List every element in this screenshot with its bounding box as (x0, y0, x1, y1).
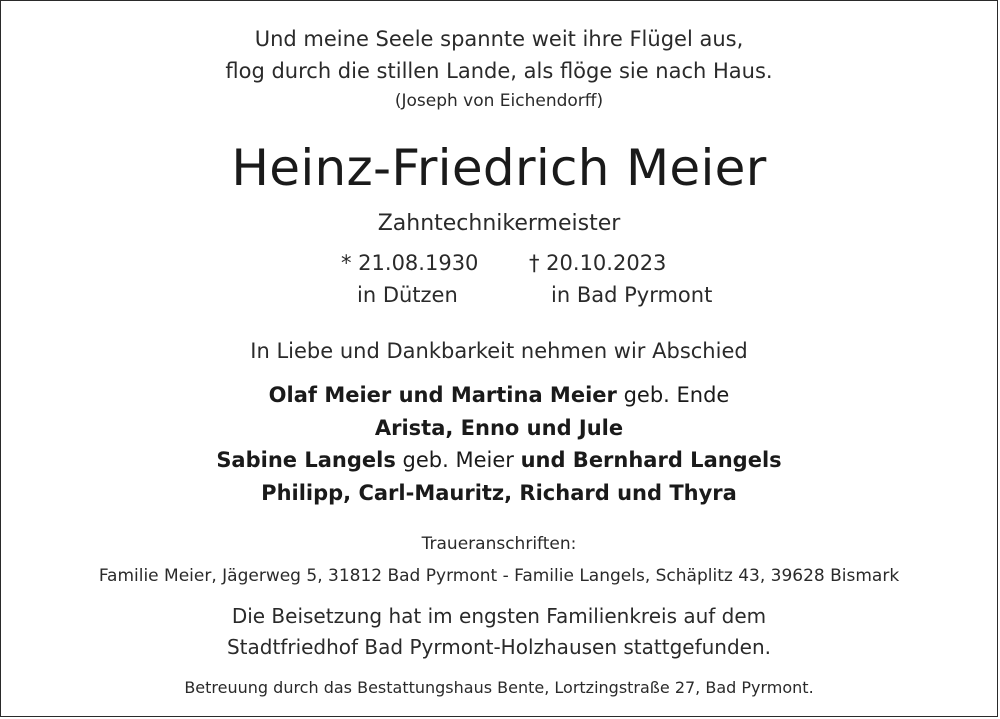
addresses-title: Traueranschriften: (421, 534, 577, 554)
death-date: † 20.10.2023 (529, 251, 667, 275)
maiden-name: geb. Ende (623, 383, 730, 407)
deceased-profession: Zahntechnikermeister (377, 211, 621, 236)
poem-line-2: flog durch die stillen Lande, als flöge sie nach Haus. (225, 59, 773, 83)
family-line-2: Arista, Enno und Jule (374, 416, 624, 440)
addresses-text: Familie Meier, Jägerweg 5, 31812 Bad Pyrmont - Familie Langels, Schäplitz 43, 39628 Bismark (98, 566, 900, 586)
burial-line-1: Die Beisetzung hat im engsten Familienkreis auf dem (231, 604, 767, 628)
poem-line-1: Und meine Seele spannte weit ihre Flügel aus, (254, 27, 744, 51)
funeral-home-note: Betreuung durch das Bestattungshaus Bente, Lortzingstraße 27, Bad Pyrmont. (184, 678, 814, 697)
family-line-4: Philipp, Carl-Mauritz, Richard und Thyra (261, 481, 737, 505)
family-line-1 (1, 383, 997, 407)
deceased-name: Heinz-Friedrich Meier (231, 139, 767, 197)
birth-place: in Dützen (357, 283, 458, 307)
family-names: Olaf Meier und Martina Meier (268, 383, 617, 407)
family-names: und Bernhard Langels (520, 448, 782, 472)
birth-date: * 21.08.1930 (341, 251, 479, 275)
family-line-3 (1, 448, 997, 472)
burial-line-2: Stadtfriedhof Bad Pyrmont-Holzhausen stattgefunden. (226, 635, 772, 659)
farewell-text: In Liebe und Dankbarkeit nehmen wir Abschied (250, 339, 748, 363)
family-names: Sabine Langels (216, 448, 396, 472)
poem-author: (Joseph von Eichendorff) (394, 91, 604, 111)
death-place: in Bad Pyrmont (551, 283, 713, 307)
maiden-name: geb. Meier (402, 448, 514, 472)
